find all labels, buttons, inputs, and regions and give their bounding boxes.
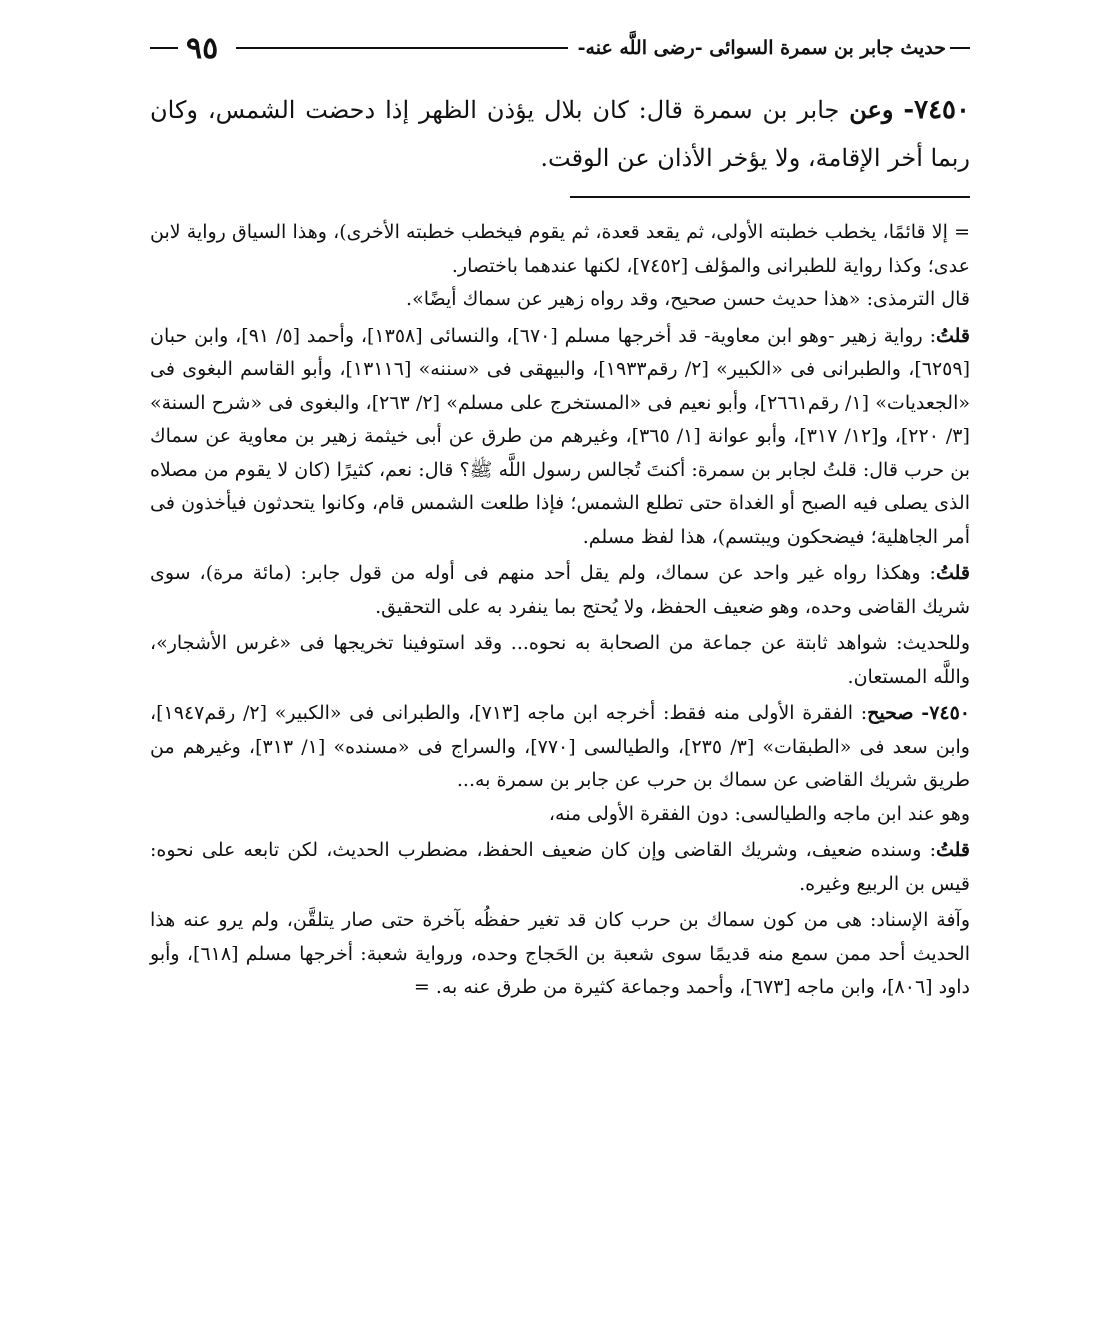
footnote-text: وآفة الإسناد: هى من كون سماك بن حرب كان قد تغير حفظُه بآخرة حتى صار يتلقَّن، ولم يرو عنه هذا الحديث أحد ممن سمع منه قديمًا سوى شعبة بن الحَجاج وحده، ورواية شعبة: أخرجها مسلم [٦١٨]، وأبو داود [٨٠٦]، وابن ماجه [٦٧٣]، وأحمد وجماعة كثيرة من طرق عنه به. = [150, 909, 971, 998]
page-header [150, 28, 970, 68]
qultu-label: قلتُ [935, 562, 970, 584]
running-title: حديث جابر بن سمرة السوائى -رضى اللَّه عنه- [577, 37, 946, 59]
page-number: ٩٥ [186, 30, 219, 66]
hadith-text: جابر بن سمرة قال: كان بلال يؤذن الظهر إذا دحضت الشمس، وكان ربما أخر الإقامة، ولا يؤخر الأذان عن الوقت. [150, 96, 970, 172]
footnote-paragraph [150, 627, 970, 694]
footnote-paragraph [150, 283, 970, 317]
footnotes [150, 216, 970, 1005]
footnote-text: وللحديث: شواهد ثابتة عن جماعة من الصحابة به نحوه... وقد استوفينا تخريجها فى «غرس الأشجار»، واللَّه المستعان. [150, 632, 970, 688]
footnote-paragraph [150, 834, 970, 901]
header-rule [236, 47, 567, 49]
footnote-text: وهو عند ابن ماجه والطيالسى: دون الفقرة الأولى منه، [548, 802, 970, 825]
footnote-paragraph [150, 216, 970, 283]
qultu-label: قلتُ [935, 839, 970, 861]
header-lead-dash [950, 47, 970, 49]
footnote-paragraph [150, 557, 970, 624]
hadith-conjunction: وعن [849, 95, 894, 124]
book-page [150, 28, 970, 1308]
main-hadith [150, 86, 970, 182]
footnote-text: : رواية زهير -وهو ابن معاوية- قد أخرجها مسلم [٦٧٠]، والنسائى [١٣٥٨]، وأحمد [٥/ ٩١]، وابن حبان [٦٢٥٩]، والطبرانى فى «الكبير» [٢/ رقم١٩٣٣]، والبيهقى فى «سننه» [١٣١١٦]، وأبو القاسم البغوى فى «الجعديات» [١/ رقم٢٦٦١]، وأبو نعيم فى «المستخرج على مسلم» [٢/ ٢٦٣]، والبغوى فى «شرح السنة» [٣/ ٢٢٠]، و[١٢/ ٣١٧]، وأبو عوانة [١/ ٣٦٥]، وغيرهم من طرق عن أبى خيثمة زهير بن معاوية عن سماك بن حرب قال: قلتُ لجابر بن سمرة: أكنتَ تُجالس رسول اللَّه ﷺ؟ قال: نعم، كثيرًا (كان لا يقوم من مصلاه الذى يصلى فيه الصبح أو الغداة حتى تطلع الشمس؛ فإذا طلعت الشمس قام، وكانوا يتحدثون فيأخذون فى أمر الجاهلية؛ فيضحكون ويبتسم)، هذا لفظ مسلم. [150, 324, 970, 548]
grading-label: صحيح [867, 702, 914, 724]
qultu-label: قلتُ [935, 324, 970, 347]
footnote-text: قال الترمذى: «هذا حديث حسن صحيح، وقد رواه زهير عن سماك أيضًا». [406, 288, 970, 310]
footnote-paragraph [150, 697, 970, 798]
footnote-paragraph [150, 798, 970, 832]
footnote-divider [570, 196, 970, 198]
footnote-text: = إلا قائمًا، يخطب خطبته الأولى، ثم يقعد قعدة، ثم يقوم فيخطب خطبته الأخرى)، وهذا السياق رواية لابن عدى؛ وكذا رواية للطبرانى والمؤلف [٧٤٥٢]، لكنها عندهما باختصار. [150, 221, 970, 277]
footnote-text: : وسنده ضعيف، وشريك القاضى وإن كان ضعيف الحفظ، مضطرب الحديث، لكن تابعه على نحوه: قيس بن الربيع وغيره. [150, 839, 970, 895]
footnote-paragraph [150, 320, 970, 555]
footnote-paragraph [150, 904, 970, 1005]
footnote-text: : الفقرة الأولى منه فقط: أخرجه ابن ماجه [٧١٣]، والطبرانى فى «الكبير» [٢/ رقم١٩٤٧]، وابن سعد فى «الطبقات» [٣/ ٢٣٥]، والطيالسى [٧٧٠]، والسراج فى «مسنده» [١/ ٣١٣]، وغيرهم من طريق شريك القاضى عن سماك بن حرب عن جابر بن سمرة به... [150, 702, 970, 791]
takhrij-number: ٧٤٥٠- [921, 702, 971, 724]
footnote-text: : وهكذا رواه غير واحد عن سماك، ولم يقل أحد منهم فى أوله من قول جابر: (مائة مرة)، سوى شريك القاضى وحده، وهو ضعيف الحفظ، ولا يُحتج بما ينفرد به على التحقيق. [150, 562, 970, 618]
header-tail-dash [150, 47, 178, 49]
hadith-number: ٧٤٥٠- [903, 95, 970, 125]
